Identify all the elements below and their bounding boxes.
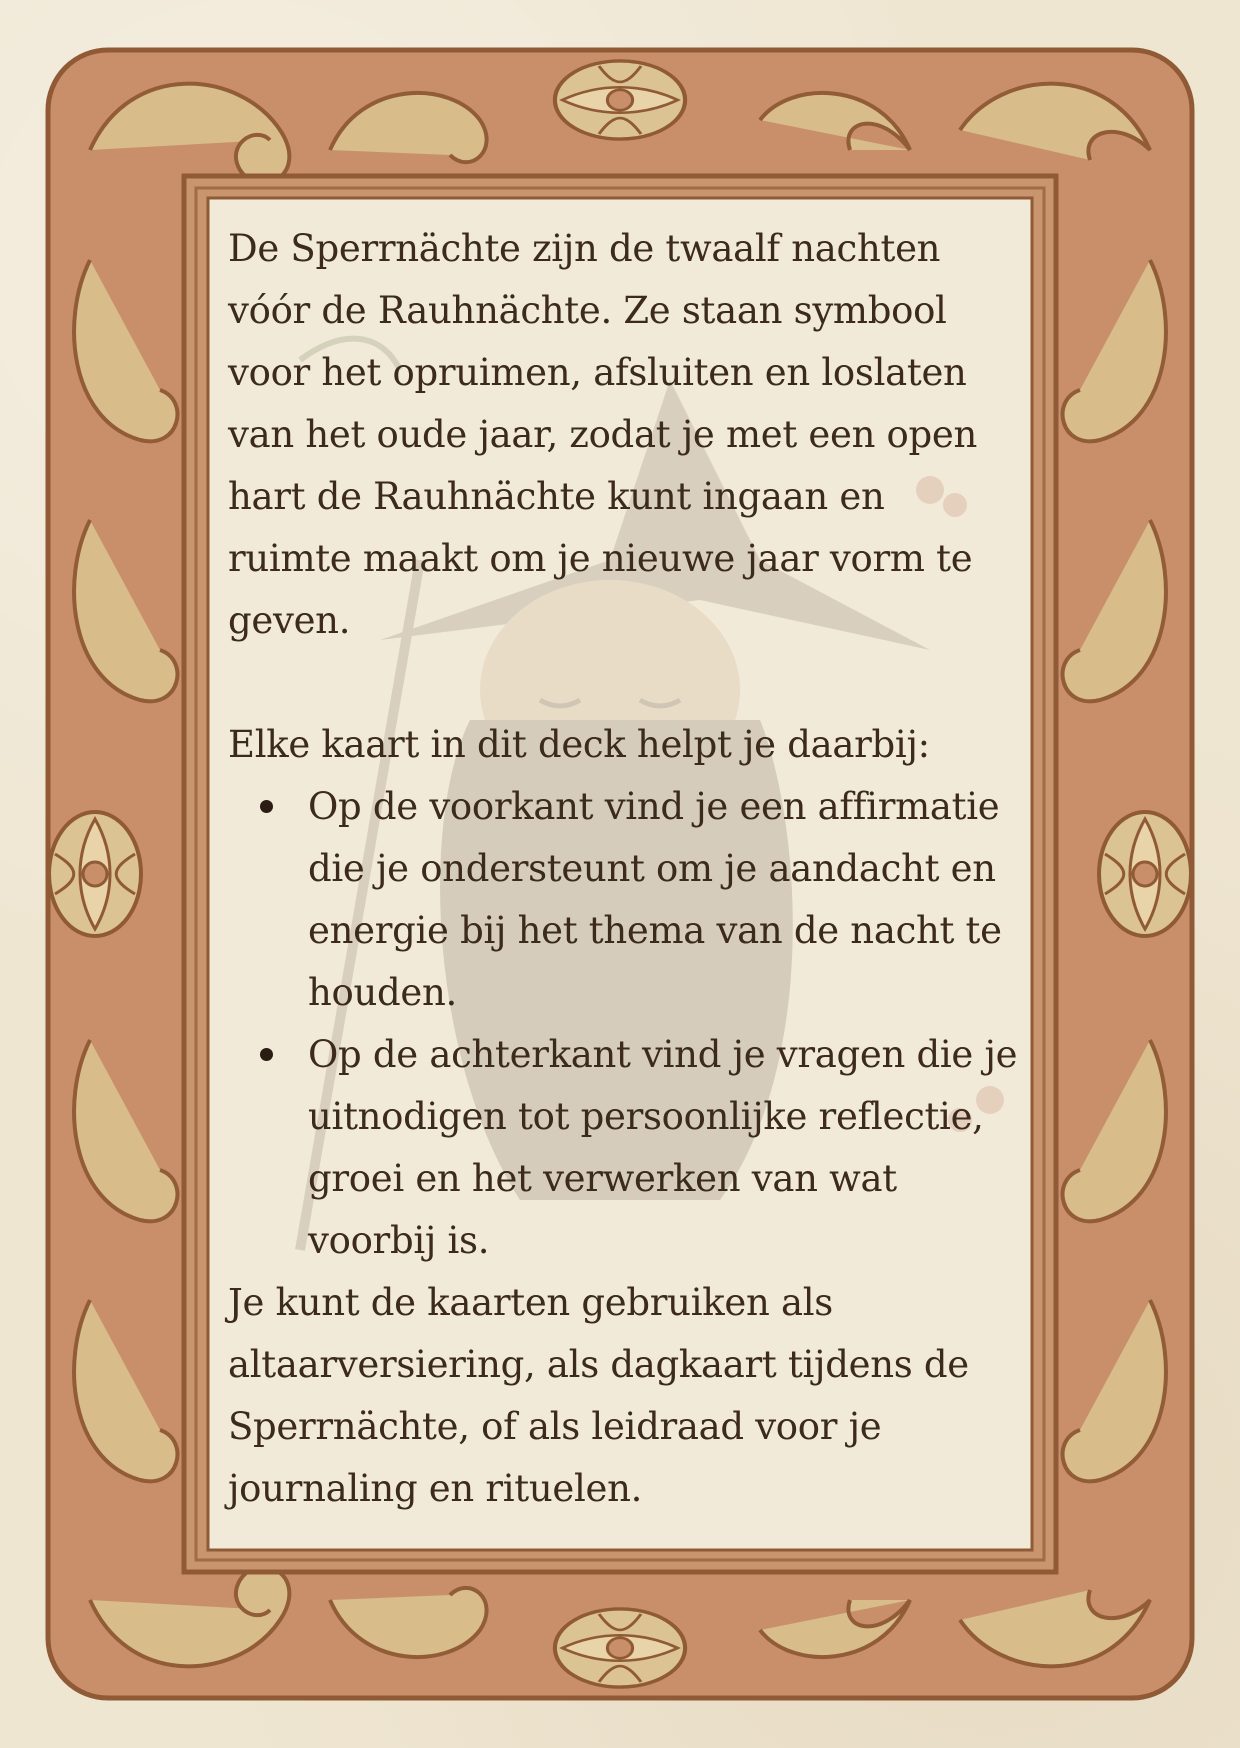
intro-paragraph: De Sperrnächte zijn de twaalf nachten vóór de Rauhnächte. Ze staan symbool voor het opruimen, afsluiten en loslaten van het oude jaar, zodat je met een open hart de Rauhnächte kunt ingaan en ruimte maakt om je nieuwe jaar vorm te geven. <box>228 227 978 642</box>
flower-ornament-top <box>555 61 685 139</box>
bullet-icon <box>260 1048 273 1061</box>
bullet-list <box>228 776 1018 1272</box>
list-item <box>228 1024 1018 1272</box>
bullet-text: Op de achterkant vind je vragen die je uitnodigen tot persoonlijke reflectie, groei en het verwerken van wat voorbij is. <box>308 1033 1018 1262</box>
flower-ornament-bottom <box>555 1609 685 1687</box>
flower-ornament-left <box>49 812 141 936</box>
bullet-icon <box>260 800 273 813</box>
flower-ornament-right <box>1099 812 1191 936</box>
deck-intro-line: Elke kaart in dit deck helpt je daarbij: <box>228 723 930 766</box>
text-content <box>228 218 1018 1528</box>
usage-paragraph: Je kunt de kaarten gebruiken als altaarversiering, als dagkaart tijdens de Sperrnächte, of als leidraad voor je journaling en rituelen. <box>228 1281 969 1510</box>
list-item <box>228 776 1018 1024</box>
bullet-text: Op de voorkant vind je een affirmatie die je ondersteunt om je aandacht en energie bij het thema van de nacht te houden. <box>308 785 1002 1014</box>
